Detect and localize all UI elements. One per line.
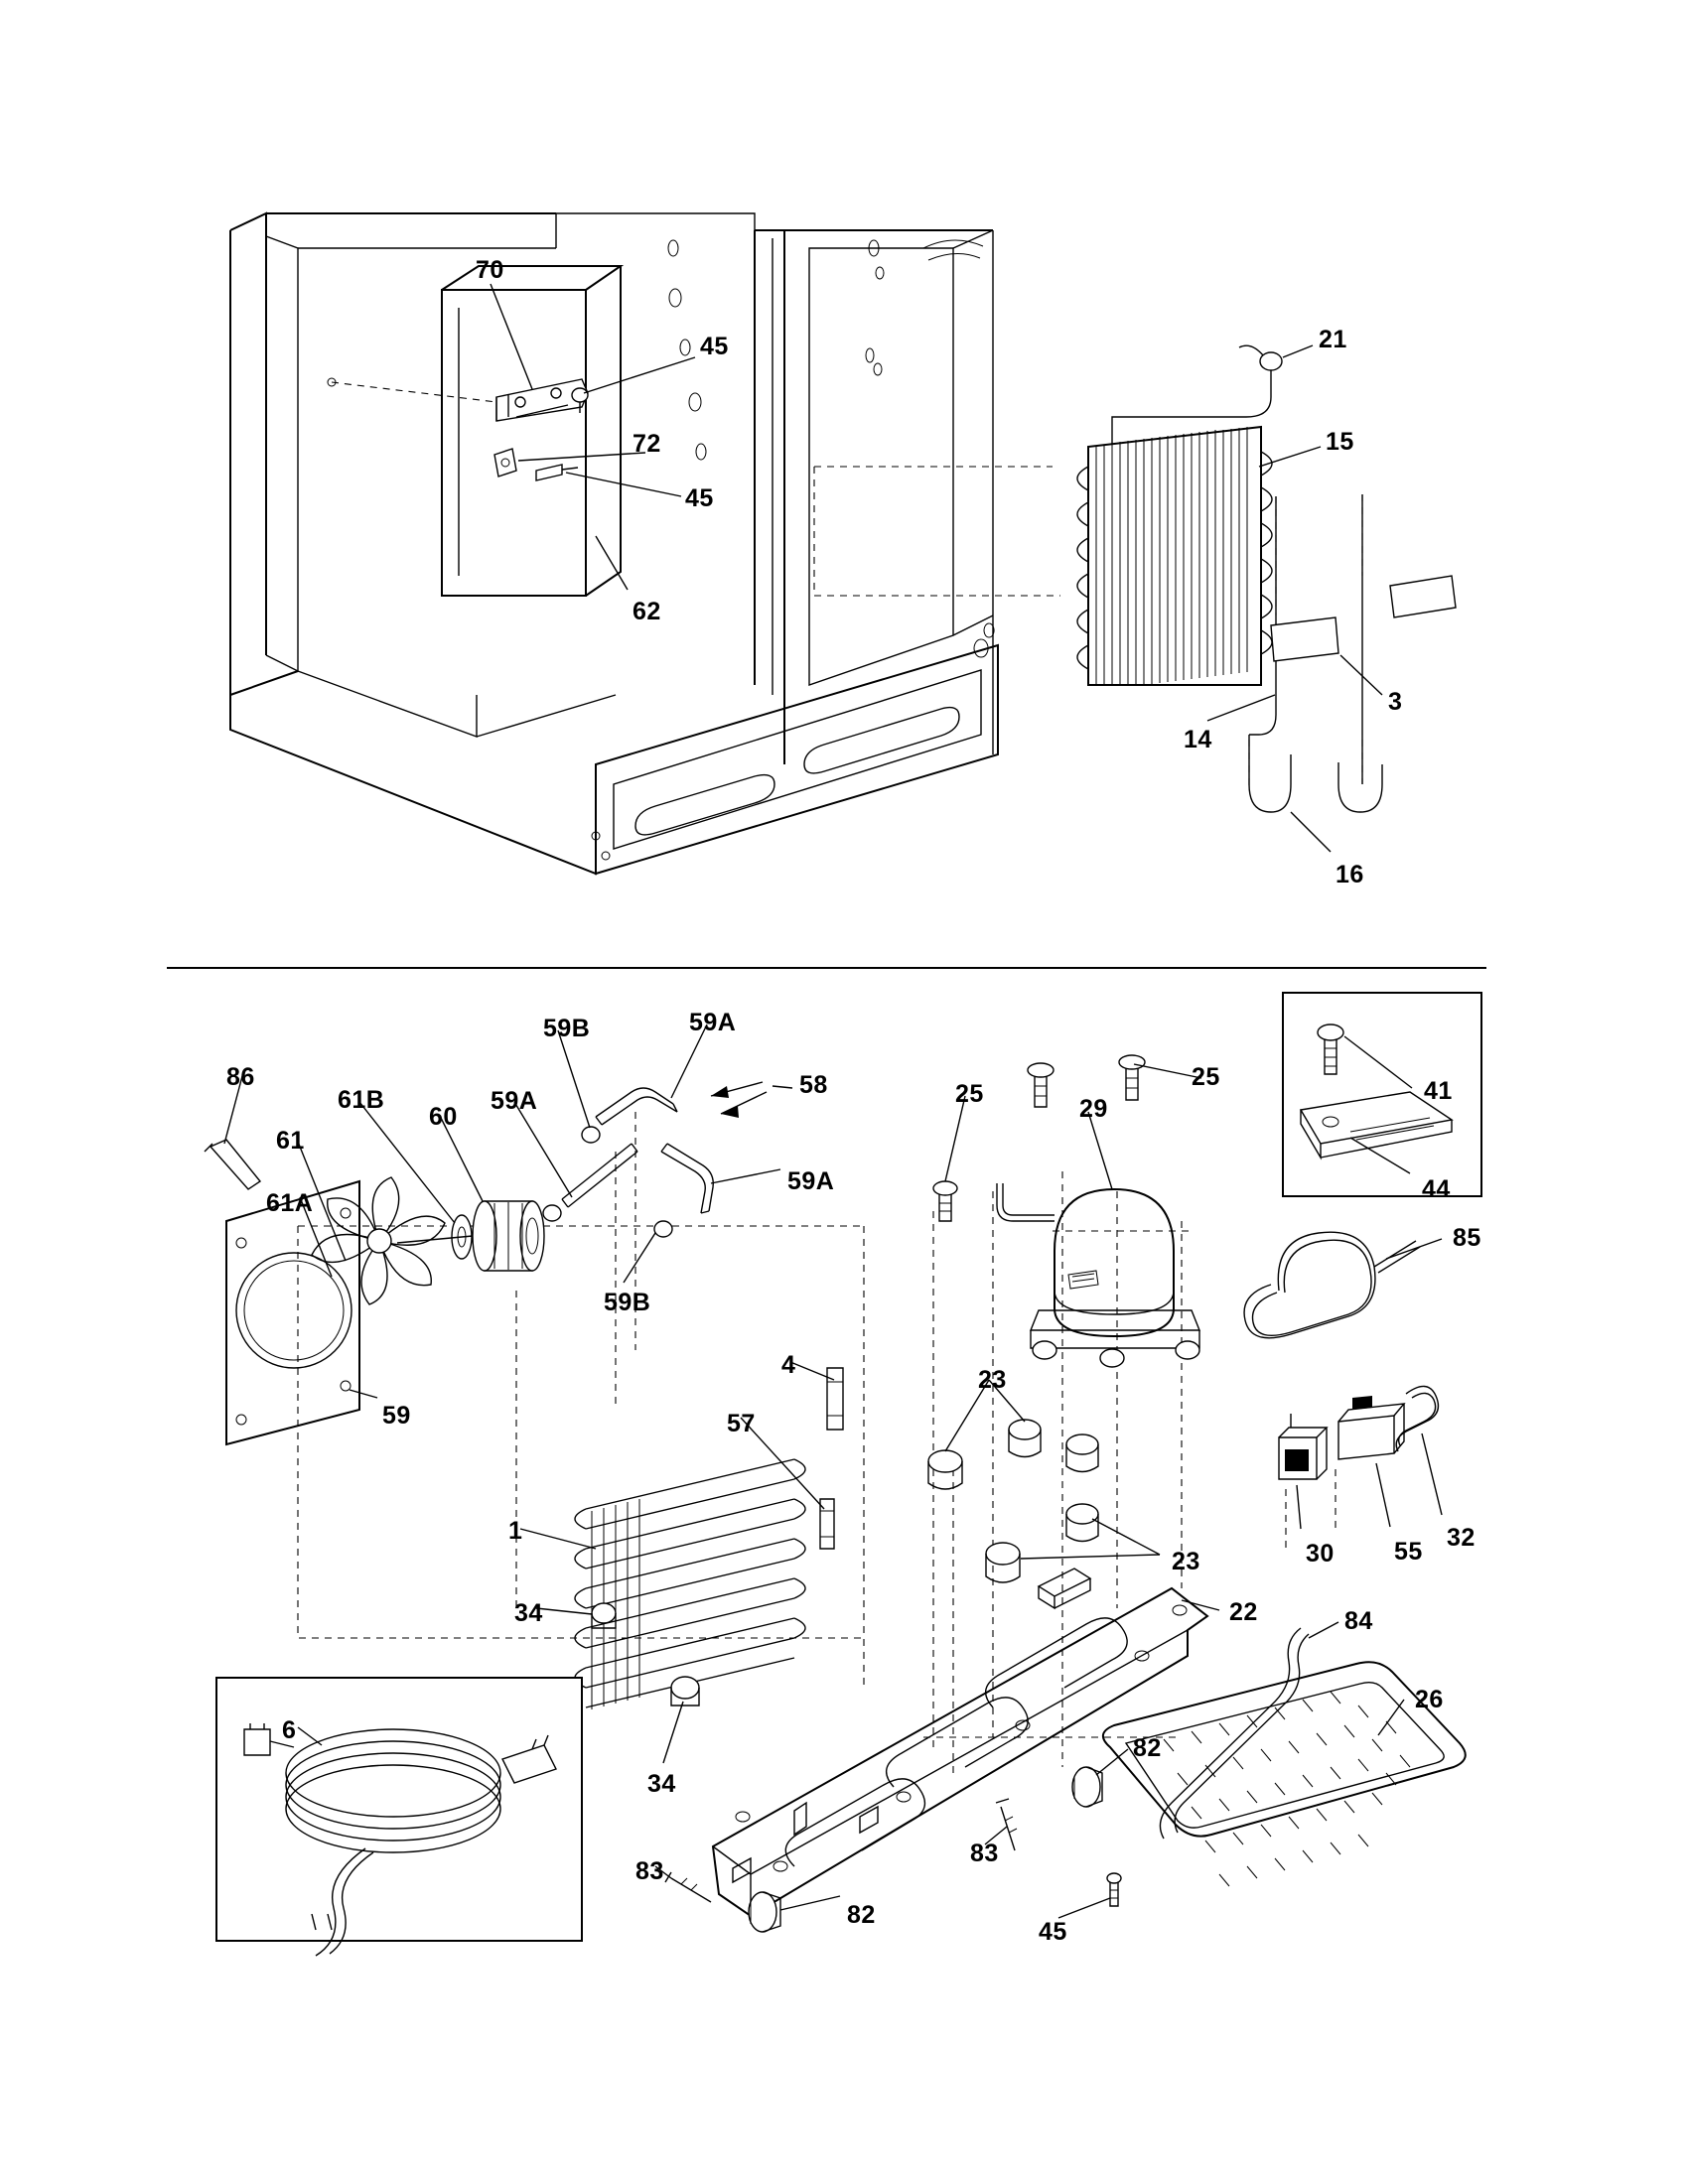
callout-22: 22: [1229, 1598, 1258, 1626]
callout-70: 70: [476, 256, 504, 284]
inset-cord-panel: [216, 1678, 582, 1956]
callout-3: 3: [1388, 688, 1403, 716]
mount-23-3: [1066, 1434, 1098, 1472]
callout-45-upper-b: 45: [685, 484, 714, 512]
callout-25-2: 25: [1192, 1063, 1220, 1091]
cap-82-2: [749, 1892, 780, 1932]
callout-34-1: 34: [514, 1599, 543, 1627]
wire-bracket-14: [1249, 496, 1338, 812]
cabinet-outline: [230, 213, 998, 874]
callout-6: 6: [282, 1716, 297, 1744]
callout-82-2: 82: [847, 1901, 876, 1929]
callout-41: 41: [1424, 1077, 1453, 1105]
callout-16: 16: [1336, 861, 1364, 888]
pin-86: [205, 1140, 260, 1189]
grommet-34-2: [671, 1677, 699, 1706]
screw-83-1: [665, 1872, 711, 1902]
wire-clip-3: [1338, 494, 1456, 812]
callout-61A: 61A: [266, 1189, 314, 1217]
callout-60: 60: [429, 1103, 458, 1131]
callout-58: 58: [799, 1071, 828, 1099]
clip-32: [1396, 1386, 1438, 1451]
part-4: [827, 1368, 843, 1430]
callout-45-upper-a: 45: [700, 333, 729, 360]
callout-30: 30: [1306, 1540, 1335, 1568]
callout-72: 72: [633, 430, 661, 458]
callout-59: 59: [382, 1402, 411, 1430]
callout-86: 86: [226, 1063, 255, 1091]
callout-82-1: 82: [1133, 1734, 1162, 1762]
callout-85: 85: [1453, 1224, 1481, 1252]
callout-1: 1: [508, 1517, 523, 1545]
callout-44: 44: [1422, 1175, 1451, 1203]
callout-57: 57: [727, 1410, 756, 1437]
wire-85: [1244, 1232, 1420, 1338]
callout-59A-1: 59A: [491, 1087, 538, 1115]
callout-61B: 61B: [338, 1086, 385, 1114]
condenser-coil-15: [1077, 345, 1282, 685]
screw-83-2: [996, 1799, 1017, 1850]
callout-29: 29: [1079, 1095, 1108, 1123]
motor-mount-59A: [562, 1088, 713, 1213]
fan-motor-60: [397, 1201, 544, 1271]
leader-lines: [224, 284, 1442, 1918]
callout-55: 55: [1394, 1538, 1423, 1566]
callout-15: 15: [1326, 428, 1354, 456]
screw-25-3: [1119, 1055, 1145, 1100]
callout-84: 84: [1344, 1607, 1373, 1635]
grommet-59B-1: [582, 1127, 600, 1143]
callout-83-2: 83: [970, 1840, 999, 1867]
callout-45-lower: 45: [1039, 1918, 1067, 1946]
screw-45-lower: [1107, 1873, 1121, 1906]
screw-25-2: [1028, 1063, 1054, 1107]
fan-shroud-59: [226, 1181, 359, 1444]
callout-59B-2: 59B: [604, 1289, 651, 1316]
mount-23-4: [1066, 1504, 1098, 1542]
callout-23-1: 23: [978, 1366, 1007, 1394]
control-box-62: [442, 266, 621, 596]
callout-14: 14: [1184, 726, 1212, 753]
mount-23-5: [986, 1543, 1020, 1582]
grommet-59B-2: [543, 1205, 672, 1237]
callout-34-2: 34: [647, 1770, 676, 1798]
callout-21: 21: [1319, 326, 1347, 353]
coil-1: [575, 1459, 805, 1709]
compressor-29: [997, 1183, 1199, 1367]
callout-26: 26: [1415, 1686, 1444, 1713]
callout-23-2: 23: [1172, 1548, 1200, 1575]
callout-61: 61: [276, 1127, 305, 1155]
callout-25-1: 25: [955, 1080, 984, 1108]
overload-55: [1338, 1396, 1404, 1459]
relay-30: [1279, 1414, 1327, 1479]
callout-4: 4: [781, 1351, 796, 1379]
callout-83-1: 83: [635, 1857, 664, 1885]
fastener-45-lower: [536, 465, 578, 480]
callout-59B-1: 59B: [543, 1015, 591, 1042]
callout-59A-2: 59A: [689, 1009, 737, 1036]
screw-25-1: [933, 1181, 957, 1221]
mount-23-2: [1009, 1420, 1041, 1457]
callout-62: 62: [633, 598, 661, 625]
part-72: [494, 449, 516, 477]
callout-59A-3: 59A: [787, 1167, 835, 1195]
callout-32: 32: [1447, 1524, 1476, 1552]
arrow-58: [711, 1082, 767, 1118]
